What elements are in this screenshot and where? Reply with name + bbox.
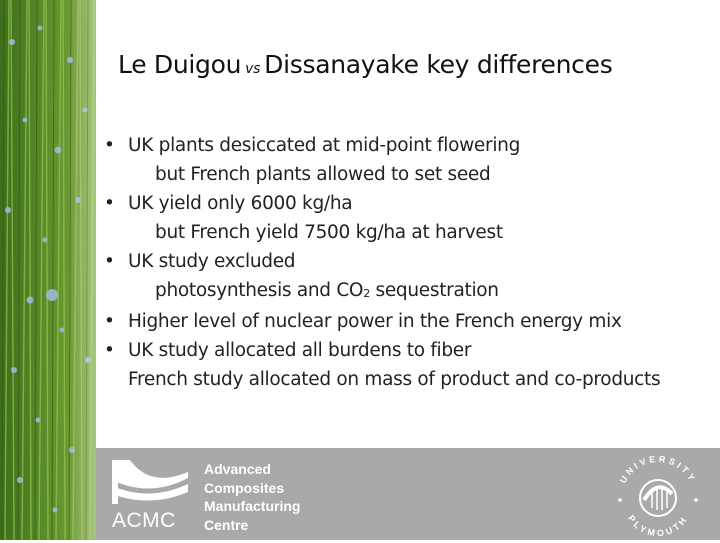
title-vs: vs — [245, 61, 261, 77]
co2-text-post: sequestration — [369, 280, 499, 301]
bullet-line-indented: but French yield 7500 kg/ha at harvest — [155, 222, 503, 243]
bullet-line-indented: but French plants allowed to set seed — [155, 164, 491, 185]
bullet-item — [104, 189, 716, 247]
co2-subscript: 2 — [363, 287, 370, 300]
acmc-logo-icon — [110, 458, 190, 511]
bullet-item — [104, 247, 716, 307]
acmc-name — [204, 460, 300, 534]
acmc-name-line: Centre — [204, 516, 249, 533]
bullet-glyph: • — [104, 340, 115, 361]
co2-text-pre: photosynthesis and CO — [155, 280, 364, 301]
bullet-line: French study allocated on mass of product and co-products — [128, 369, 661, 390]
bullet-glyph: • — [104, 193, 115, 214]
slide-title — [118, 50, 698, 79]
flax-field-image — [0, 0, 96, 540]
bullet-line: UK yield only 6000 kg/ha — [128, 193, 353, 214]
bullet-glyph: • — [104, 135, 115, 156]
bullet-item — [104, 307, 716, 336]
bullet-line: UK study allocated all burdens to fiber — [128, 340, 472, 361]
bullet-line-indented — [128, 276, 716, 307]
bullet-glyph: • — [104, 251, 115, 272]
acmc-abbreviation: ACMC — [112, 509, 176, 532]
bullet-line: Higher level of nuclear power in the French energy mix — [128, 311, 622, 332]
svg-text:PLYMOUTH: PLYMOUTH — [626, 513, 690, 538]
title-part1: Le Duigou — [118, 50, 242, 79]
title-part2: Dissanayake key differences — [264, 50, 613, 79]
acmc-name-line: Manufacturing — [204, 498, 301, 514]
bullet-glyph: • — [104, 311, 115, 332]
acmc-name-line: Advanced — [204, 461, 271, 477]
bullet-line: UK plants desiccated at mid-point flowering — [128, 135, 521, 156]
bullet-list — [104, 131, 716, 394]
bullet-line: UK study excluded — [128, 251, 296, 272]
university-seal-icon — [608, 450, 708, 543]
bullet-item — [104, 336, 716, 394]
bullet-item — [104, 131, 716, 189]
acmc-name-line: Composites — [204, 479, 285, 496]
svg-text:UNIVERSITY: UNIVERSITY — [617, 453, 699, 485]
